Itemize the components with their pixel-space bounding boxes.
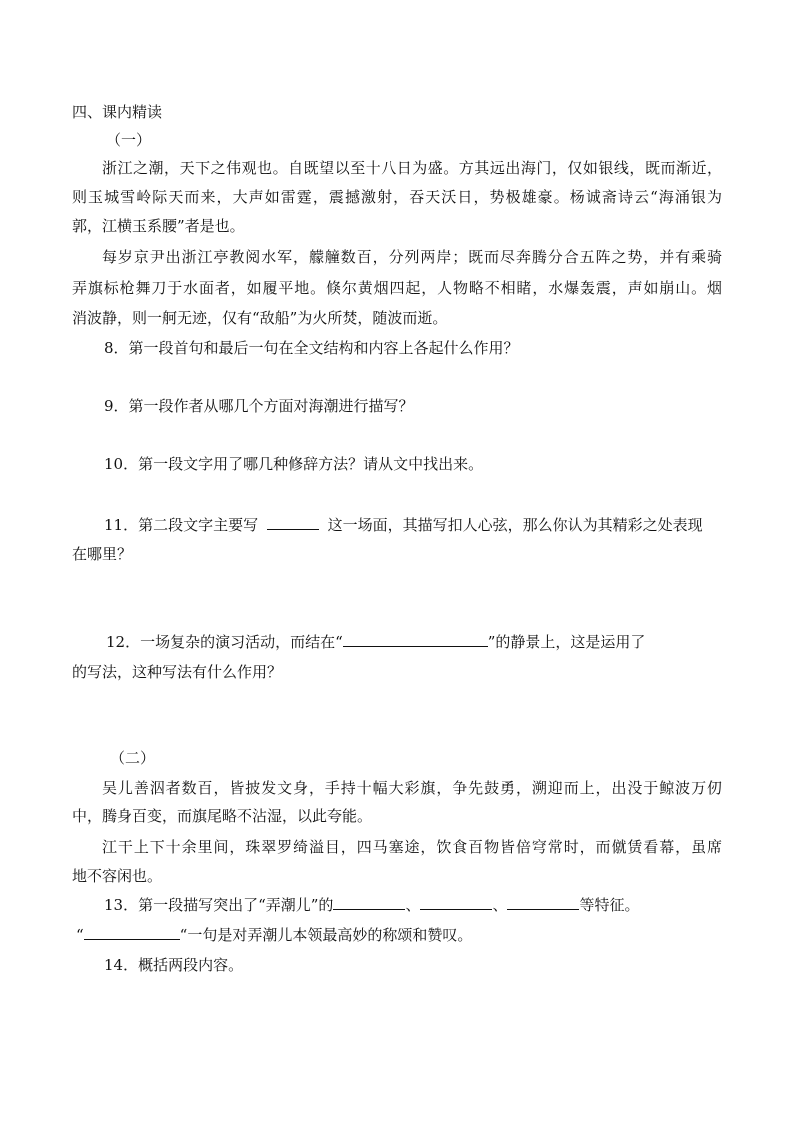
question-14: 14．概括两段内容。 bbox=[104, 956, 244, 974]
part-two-label: （二） bbox=[110, 749, 156, 767]
answer-blank[interactable] bbox=[267, 514, 319, 530]
passage-one-line: 则玉城雪岭际天而来，大声如雷霆，震撼激射，吞天沃日，势极雄豪。杨诚斋诗云“海涌银为 bbox=[72, 188, 722, 206]
question-12-text: 12．一场复杂的演习活动，而结在“ bbox=[106, 633, 343, 651]
passage-one-line: 浙江之潮，天下之伟观也。自既望以至十八日为盛。方其远出海门，仅如银线，既而渐近， bbox=[102, 159, 722, 177]
question-13-text: 13．第一段描写突出了“弄潮儿”的 bbox=[104, 896, 334, 914]
answer-blank[interactable] bbox=[420, 894, 492, 910]
question-13-text: “一句是对弄潮儿本领最高妙的称颂和赞叹。 bbox=[179, 926, 473, 944]
answer-blank[interactable] bbox=[333, 894, 405, 910]
question-11 bbox=[104, 514, 703, 536]
question-13-separator: 、 bbox=[492, 896, 508, 914]
question-13-text: “ bbox=[76, 926, 84, 944]
question-12-continued: 的写法，这种写法有什么作用？ bbox=[72, 663, 283, 681]
passage-two-line: 地不容闲也。 bbox=[72, 867, 163, 885]
question-8: 8．第一段首句和最后一句在全文结构和内容上各起什么作用？ bbox=[104, 339, 519, 357]
passage-one-line: 消波静，则一舸无迹，仅有“敌船”为火所焚，随波而逝。 bbox=[72, 309, 448, 327]
passage-two-line: 江干上下十余里间，珠翠罗绮溢目，四马塞途，饮食百物皆倍穹常时，而僦赁看幕，虽席 bbox=[102, 838, 722, 856]
passage-one-line: 弄旗标枪舞刀于水面者，如履平地。倏尔黄烟四起，人物略不相睹，水爆轰震，声如崩山。烟 bbox=[72, 279, 722, 297]
answer-blank[interactable] bbox=[84, 924, 180, 940]
question-10: 10．第一段文字用了哪几种修辞方法？请从文中找出来。 bbox=[104, 455, 484, 473]
question-12-text: ”的静景上，这是运用了 bbox=[487, 633, 646, 651]
question-13-text: 等特征。 bbox=[579, 896, 640, 914]
question-11-text: 11．第二段文字主要写 bbox=[104, 516, 259, 534]
answer-blank[interactable] bbox=[507, 894, 579, 910]
question-12 bbox=[106, 631, 645, 653]
question-13-separator: 、 bbox=[405, 896, 421, 914]
question-11-text: 这一场面，其描写扣人心弦，那么你认为其精彩之处表现 bbox=[327, 516, 703, 534]
question-13 bbox=[104, 894, 639, 916]
question-13-continued bbox=[76, 924, 472, 946]
answer-blank[interactable] bbox=[343, 631, 488, 647]
passage-one-line: 郭，江横玉系腰”者是也。 bbox=[72, 217, 245, 235]
passage-one-line: 每岁京尹出浙江亭教阅水军，艨艟数百，分列两岸；既而尽奔腾分合五阵之势，并有乘骑 bbox=[102, 248, 722, 266]
passage-two-line: 吴儿善泅者数百，皆披发文身，手持十幅大彩旗，争先鼓勇，溯迎而上，出没于鲸波万仞 bbox=[102, 779, 722, 797]
section-title: 四、课内精读 bbox=[72, 103, 163, 121]
question-9: 9．第一段作者从哪几个方面对海潮进行描写？ bbox=[104, 397, 414, 415]
part-one-label: （一） bbox=[106, 131, 152, 149]
question-11-continued: 在哪里？ bbox=[72, 545, 133, 563]
passage-two-line: 中，腾身百变，而旗尾略不沾湿，以此夸能。 bbox=[72, 807, 373, 825]
